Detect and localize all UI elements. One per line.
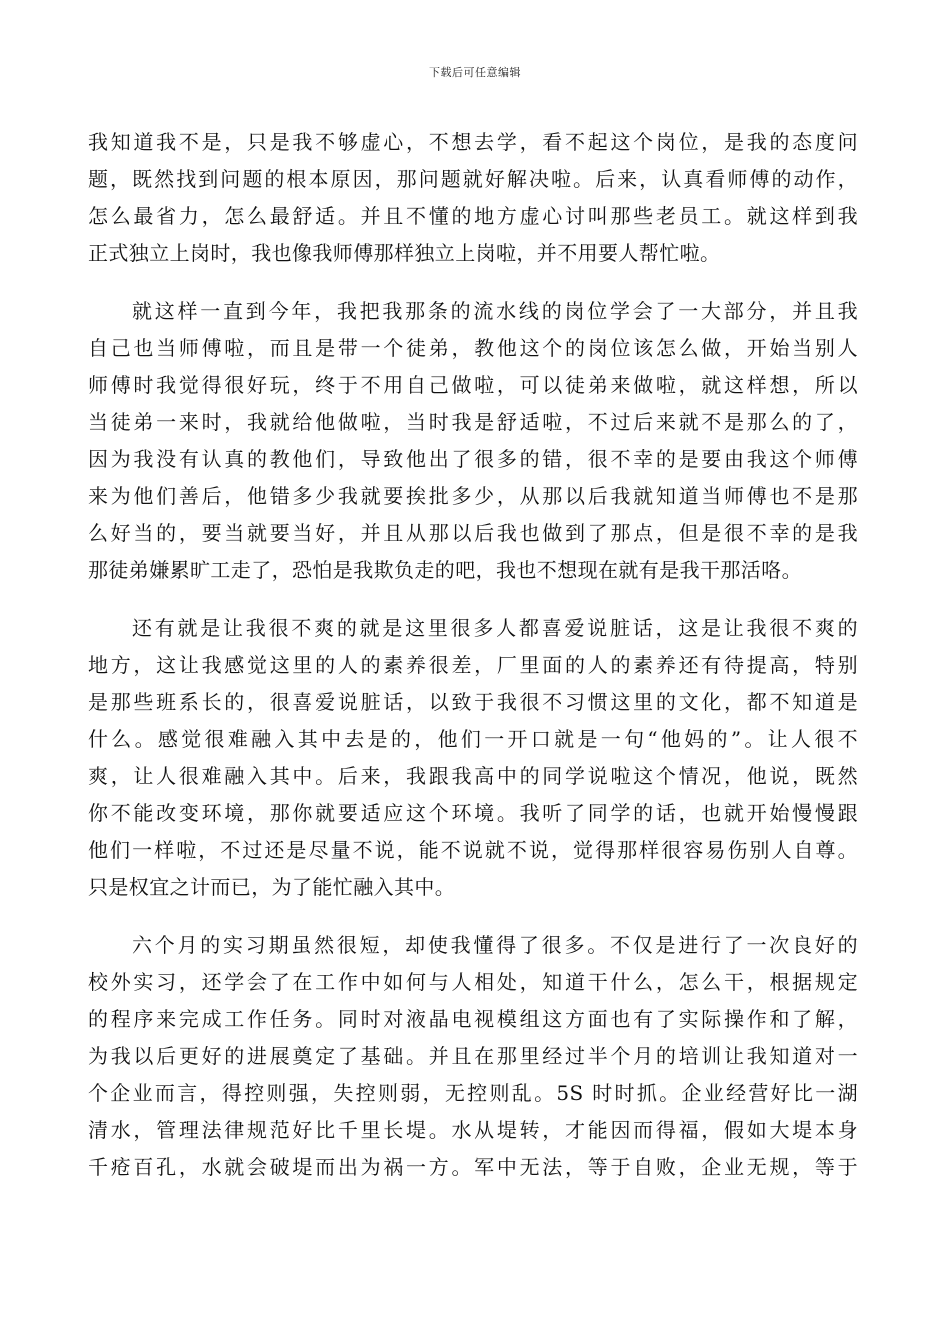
text-line: 的程序来完成工作任务。同时对液晶电视模组这方面也有了实际操作和了解，	[88, 1007, 858, 1031]
text-line: 怎么最省力，怎么最舒适。并且不懂的地方虚心讨叫那些老员工。就这样到我	[88, 204, 858, 228]
text-line: 只是权宜之计而已，为了能忙融入其中。	[88, 875, 456, 899]
paragraph-1	[88, 124, 858, 272]
text-line: 就这样一直到今年，我把我那条的流水线的岗位学会了一大部分，并且我	[132, 299, 858, 323]
text-line: 他们一样啦，不过还是尽量不说，能不说就不说，觉得那样很容易伤别人自尊。	[88, 838, 858, 862]
text-line: 你不能改变环境，那你就要适应这个环境。我听了同学的话，也就开始慢慢跟	[88, 801, 858, 825]
text-line: 是那些班系长的，很喜爱说脏话，以致于我很不习惯这里的文化，都不知道是	[88, 690, 858, 714]
text-line: 正式独立上岗时，我也像我师傅那样独立上岗啦，并不用要人帮忙啦。	[88, 241, 721, 265]
text-line: 来为他们善后，他错多少我就要挨批多少，从那以后我就知道当师傅也不是那	[88, 484, 858, 508]
text-line: 千疮百孔，水就会破堤而出为祸一方。军中无法，等于自败，企业无规，等于	[88, 1155, 858, 1179]
text-line: 当徒弟一来时，我就给他做啦，当时我是舒适啦，不过后来就不是那么的了，	[88, 410, 858, 434]
text-line: 么好当的，要当就要当好，并且从那以后我也做到了那点，但是很不幸的是我	[88, 521, 858, 545]
document-body	[88, 124, 858, 1207]
text-line: 还有就是让我很不爽的就是这里很多人都喜爱说脏话，这是让我很不爽的	[132, 616, 858, 640]
text-line: 清水，管理法律规范好比千里长堤。水从堤转，才能因而得福，假如大堤本身	[88, 1118, 858, 1142]
text-line: 那徒弟嫌累旷工走了，恐怕是我欺负走的吧，我也不想现在就有是我干那活咯。	[88, 558, 802, 582]
paragraph-2	[88, 293, 858, 589]
text-line: 为我以后更好的进展奠定了基础。并且在那里经过半个月的培训让我知道对一	[88, 1044, 858, 1068]
page-header: 下载后可任意编辑	[429, 66, 521, 79]
text-line: 师傅时我觉得很好玩，终于不用自己做啦，可以徒弟来做啦，就这样想，所以	[88, 373, 858, 397]
text-line: 校外实习，还学会了在工作中如何与人相处，知道干什么，怎么干，根据规定	[88, 970, 858, 994]
text-line: 因为我没有认真的教他们，导致他出了很多的错，很不幸的是要由我这个师傅	[88, 447, 858, 471]
text-line: 什么。感觉很难融入其中去是的，他们一开口就是一句“他妈的”。让人很不	[88, 727, 858, 751]
text-line: 爽，让人很难融入其中。后来，我跟我高中的同学说啦这个情况，他说，既然	[88, 764, 858, 788]
text-line: 个企业而言，得控则强，失控则弱，无控则乱。5S 时时抓。企业经营好比一湖	[88, 1081, 858, 1105]
paragraph-3	[88, 610, 858, 906]
text-line: 六个月的实习期虽然很短，却使我懂得了很多。不仅是进行了一次良好的	[132, 933, 858, 957]
text-line: 题，既然找到问题的根本原因，那问题就好解决啦。后来，认真看师傅的动作，	[88, 167, 858, 191]
text-line: 自己也当师傅啦，而且是带一个徒弟，教他这个的岗位该怎么做，开始当别人	[88, 336, 858, 360]
text-line: 地方，这让我感觉这里的人的素养很差，厂里面的人的素养还有待提高，特别	[88, 653, 858, 677]
paragraph-4	[88, 927, 858, 1186]
text-line: 我知道我不是，只是我不够虚心，不想去学，看不起这个岗位，是我的态度问	[88, 130, 858, 154]
